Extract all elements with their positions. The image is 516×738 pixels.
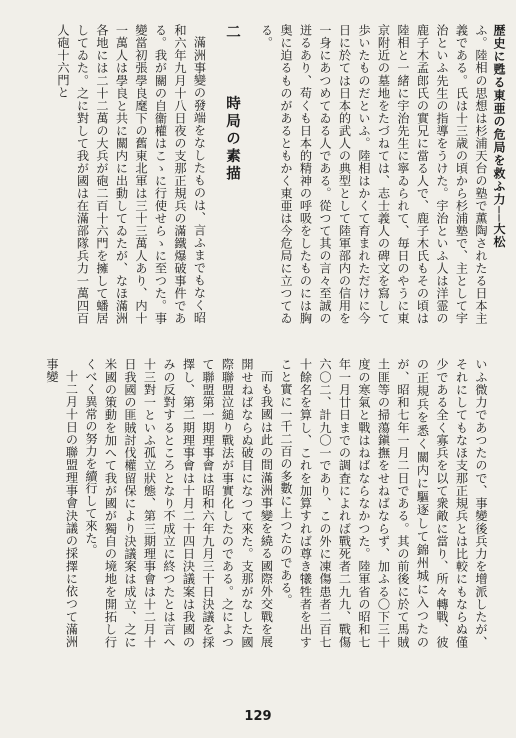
paragraph: いふ微力であつたので、事變後兵力を增派したが、それにしてもなほ支那正規兵とは比較にもならぬ僅少である全く寡兵を以て衆敵に當り、所々轉戰、彼の正規兵を悉く關内に驅逐して錦州城に入つたのが、昭和七年一月二日である。其の前後に於て馬賊土匪等の掃蕩鎭撫をせねばならず、加ふる〇下三十度の寒氣と戰はねばならなかつた。陸軍省の昭和七年一月廿日までの調査によれば戰死者二九九、戰傷六〇二、計九〇一であり、この外に凍傷患者二百七十餘名を算し、これを加算すれば尊き犧牲者を出すこと實に一千二百の多數に上つたのである。 bbox=[279, 358, 488, 648]
paragraph: ふ。陸相の思想は杉浦天台の塾で薫陶されたる日本主義である。氏は十三歳の頃から杉浦塾で、主として宇治といふ先生の指導をうけた。宇治といふ人は洋霊の鹿子木孟郎氏の實兄に當る人で、鹿子木氏もその頃は陸相と一緒に宇治先生に寧ゐられて、毎日のやうに東京附近の墓地をたづねては、志士義人の碑文を寫して歩いたものだといふ。陸相はかくて育まれただけに今日に於ては日本的武人の典型として陸軍部内の信用を一身にあつめてゐる人である。從つて其の言々至誠の迸るあり、苟くも日本的精神の呼吸をしたものには胸奥に迫るものがあるともかく東亜は今危局に立つてゐる。 bbox=[259, 24, 488, 324]
section-title: 時局の素描 bbox=[224, 95, 241, 184]
running-header: 歴史に甦る東亜の危局を救ふ力──大松 bbox=[492, 24, 506, 249]
section-number: 二 bbox=[224, 24, 241, 42]
paragraph: 滿洲事變の發端をなしたものは、言ふまでもなく昭和六年九月十八日夜の支那正規兵の滿鐵爆破事件である。我が關の自衞權はこゝに行使せらゝに至つた。事變當初張學良麾下の舊東北軍は三十三萬人あり、内十一萬人は學良と共に關内に出動してゐたが、なほ滿洲各地には二十二萬の大兵が砲二百十六門を擁して蟠居してゐた。之に對して我が國は在滿部隊兵力一萬四百人砲十六門と bbox=[56, 24, 207, 324]
page-number: 129 bbox=[244, 709, 272, 724]
paragraph: 而も我國は此の間滿洲事變を繞る國際外交戰を展開せねばならぬ破目になつて來た。支那がなした國際聯盟泣縋り戰法が事實化したのである。之によつて聯盟第一期理事會は昭和六年九月三十日決議を採擇し、第二期理事會は十月二十四日決議案は我國のみの反對するところとなり不成立に終つたとは言へ十三對一といふ孤立狀態、第三期理事會は十二月十日我國の匪賊討伐權留保により決議案は成立、之に米國の策動を加へて我が國が獨自の境地を開拓し行くべく異常の努力を續行して來た。 bbox=[84, 358, 274, 648]
upper-text-block bbox=[20, 24, 490, 324]
paragraph: 十二月十日の聯盟理事會決議の採擇に依つて滿洲事變 bbox=[45, 358, 79, 648]
lower-text-block bbox=[20, 358, 490, 648]
section-heading bbox=[223, 24, 243, 324]
